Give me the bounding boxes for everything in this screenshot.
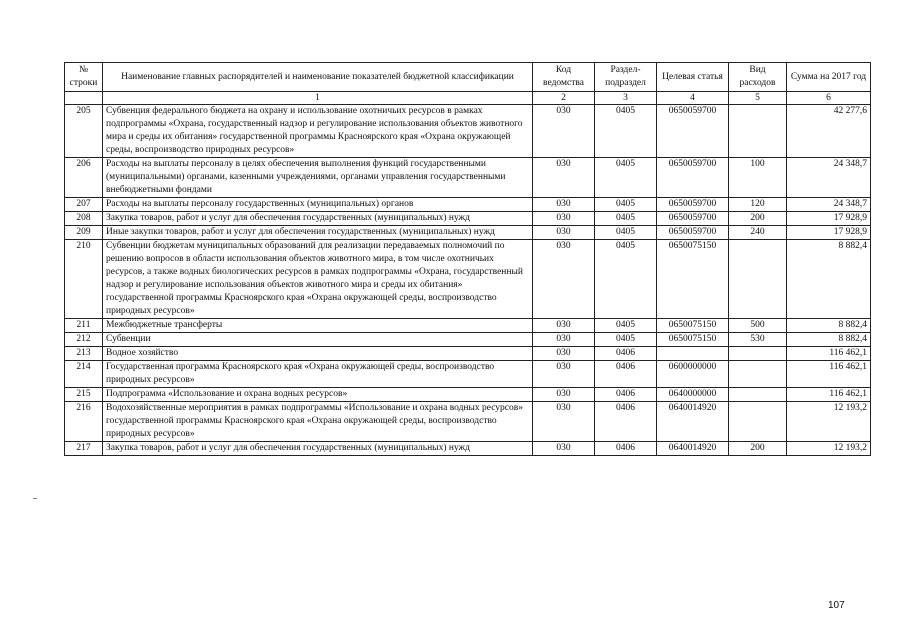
row-amount-cell: 24 348,7: [787, 158, 871, 198]
table-row: [65, 212, 871, 226]
row-target-cell: 0650059700: [657, 198, 729, 212]
row-name-cell: Иные закупки товаров, работ и услуг для обеспечения государственных (муниципальных) нужд: [103, 226, 533, 240]
row-target-cell: 0650059700: [657, 226, 729, 240]
row-section-cell: 0405: [595, 158, 657, 198]
column-number: 5: [729, 92, 787, 105]
column-number-row: [65, 92, 871, 105]
row-number-cell: 210: [65, 240, 103, 319]
row-section-cell: 0405: [595, 212, 657, 226]
table-row: [65, 361, 871, 388]
row-amount-cell: 116 462,1: [787, 361, 871, 388]
row-amount-cell: 116 462,1: [787, 388, 871, 402]
row-type-cell: [729, 388, 787, 402]
header-target: Целевая статья: [657, 63, 729, 92]
row-name-cell: Субвенция федерального бюджета на охрану и использование охотничьих ресурсов в рамках подпрограммы «Охрана, государственный надзор и регулирование использования объектов животного мира и среды их обитания» государственной программы Красноярского края «Охрана окружающей среды, воспроизводство природных ресурсов»: [103, 105, 533, 158]
row-target-cell: 0650059700: [657, 212, 729, 226]
row-section-cell: 0406: [595, 388, 657, 402]
row-dept-cell: 030: [533, 226, 595, 240]
row-amount-cell: 17 928,9: [787, 212, 871, 226]
row-section-cell: 0405: [595, 198, 657, 212]
row-type-cell: 120: [729, 198, 787, 212]
header-dept-code: Код ведомства: [533, 63, 595, 92]
row-section-cell: 0405: [595, 319, 657, 333]
row-section-cell: 0405: [595, 333, 657, 347]
row-name-cell: Расходы на выплаты персоналу государственных (муниципальных) органов: [103, 198, 533, 212]
row-type-cell: 200: [729, 442, 787, 456]
table-row: [65, 388, 871, 402]
row-name-cell: Водохозяйственные мероприятия в рамках подпрограммы «Использование и охрана водных ресурсов» государственной программы Красноярского края «Охрана окружающей среды, воспроизводство природных ресурсов»: [103, 402, 533, 442]
row-dept-cell: 030: [533, 158, 595, 198]
row-section-cell: 0406: [595, 347, 657, 361]
row-amount-cell: 12 193,2: [787, 442, 871, 456]
row-type-cell: [729, 361, 787, 388]
page-number: 107: [828, 600, 845, 611]
column-number-blank: [65, 92, 103, 105]
table-row: [65, 402, 871, 442]
header-name: Наименование главных распорядителей и наименование показателей бюджетной классификации: [103, 63, 533, 92]
row-name-cell: Межбюджетные трансферты: [103, 319, 533, 333]
row-amount-cell: 8 882,4: [787, 333, 871, 347]
row-number-cell: 214: [65, 361, 103, 388]
table-row: [65, 442, 871, 456]
row-number-cell: 208: [65, 212, 103, 226]
row-type-cell: [729, 402, 787, 442]
row-type-cell: 530: [729, 333, 787, 347]
column-number: 3: [595, 92, 657, 105]
row-number-cell: 217: [65, 442, 103, 456]
row-section-cell: 0406: [595, 402, 657, 442]
table-row: [65, 158, 871, 198]
row-target-cell: 0650059700: [657, 158, 729, 198]
row-section-cell: 0405: [595, 226, 657, 240]
table-row: [65, 240, 871, 319]
row-target-cell: 0650059700: [657, 105, 729, 158]
header-expense-type: Вид расходов: [729, 63, 787, 92]
row-target-cell: 0640014920: [657, 402, 729, 442]
row-section-cell: 0406: [595, 361, 657, 388]
row-dept-cell: 030: [533, 347, 595, 361]
row-name-cell: Субвенции бюджетам муниципальных образований для реализации передаваемых полномочий по решению вопросов в области использования объектов животного мира, в том числе охотничьих ресурсов, а также водных биологических ресурсов в рамках подпрограммы «Охрана, государственный надзор и регулирование использования объектов животного мира и среды их обитания» государственной программы Красноярского края «Охрана окружающей среды, воспроизводство природных ресурсов»: [103, 240, 533, 319]
row-number-cell: 205: [65, 105, 103, 158]
row-name-cell: Закупка товаров, работ и услуг для обеспечения государственных (муниципальных) нужд: [103, 212, 533, 226]
column-number: 2: [533, 92, 595, 105]
row-type-cell: 240: [729, 226, 787, 240]
row-type-cell: [729, 347, 787, 361]
row-number-cell: 207: [65, 198, 103, 212]
row-number-cell: 206: [65, 158, 103, 198]
row-amount-cell: 42 277,6: [787, 105, 871, 158]
header-row-no: № строки: [65, 63, 103, 92]
row-amount-cell: 12 193,2: [787, 402, 871, 442]
row-target-cell: 0650075150: [657, 333, 729, 347]
row-dept-cell: 030: [533, 388, 595, 402]
row-amount-cell: 17 928,9: [787, 226, 871, 240]
row-dept-cell: 030: [533, 319, 595, 333]
column-number: 6: [787, 92, 871, 105]
row-dept-cell: 030: [533, 361, 595, 388]
row-dept-cell: 030: [533, 442, 595, 456]
column-number: 4: [657, 92, 729, 105]
row-number-cell: 213: [65, 347, 103, 361]
row-number-cell: 209: [65, 226, 103, 240]
row-section-cell: 0405: [595, 105, 657, 158]
row-target-cell: 0640014920: [657, 442, 729, 456]
row-type-cell: [729, 105, 787, 158]
row-amount-cell: 8 882,4: [787, 240, 871, 319]
budget-table: [64, 62, 871, 456]
table-row: [65, 198, 871, 212]
row-dept-cell: 030: [533, 402, 595, 442]
row-target-cell: [657, 347, 729, 361]
row-name-cell: Государственная программа Красноярского края «Охрана окружающей среды, воспроизводство природных ресурсов»: [103, 361, 533, 388]
row-number-cell: 216: [65, 402, 103, 442]
table-row: [65, 319, 871, 333]
row-type-cell: 100: [729, 158, 787, 198]
row-dept-cell: 030: [533, 212, 595, 226]
table-body: [65, 105, 871, 456]
row-section-cell: 0405: [595, 240, 657, 319]
row-type-cell: 500: [729, 319, 787, 333]
margin-mark: [33, 498, 37, 499]
row-target-cell: 0640000000: [657, 388, 729, 402]
column-number: 1: [103, 92, 533, 105]
row-amount-cell: 24 348,7: [787, 198, 871, 212]
row-name-cell: Подпрограмма «Использование и охрана водных ресурсов»: [103, 388, 533, 402]
table-row: [65, 226, 871, 240]
row-target-cell: 0600000000: [657, 361, 729, 388]
row-name-cell: Водное хозяйство: [103, 347, 533, 361]
row-dept-cell: 030: [533, 198, 595, 212]
row-type-cell: [729, 240, 787, 319]
row-section-cell: 0406: [595, 442, 657, 456]
row-target-cell: 0650075150: [657, 240, 729, 319]
table-row: [65, 333, 871, 347]
row-amount-cell: 8 882,4: [787, 319, 871, 333]
table-row: [65, 347, 871, 361]
row-number-cell: 211: [65, 319, 103, 333]
row-number-cell: 215: [65, 388, 103, 402]
row-name-cell: Субвенции: [103, 333, 533, 347]
row-dept-cell: 030: [533, 240, 595, 319]
row-number-cell: 212: [65, 333, 103, 347]
header-section: Раздел- подраздел: [595, 63, 657, 92]
row-target-cell: 0650075150: [657, 319, 729, 333]
table-row: [65, 105, 871, 158]
row-type-cell: 200: [729, 212, 787, 226]
row-dept-cell: 030: [533, 333, 595, 347]
row-dept-cell: 030: [533, 105, 595, 158]
row-name-cell: Закупка товаров, работ и услуг для обеспечения государственных (муниципальных) нужд: [103, 442, 533, 456]
row-amount-cell: 116 462,1: [787, 347, 871, 361]
header-amount: Сумма на 2017 год: [787, 63, 871, 92]
header-row: [65, 63, 871, 92]
row-name-cell: Расходы на выплаты персоналу в целях обеспечения выполнения функций государственными (муниципальными) органами, казенными учреждениями, органами управления государственными внебюджетными фондами: [103, 158, 533, 198]
